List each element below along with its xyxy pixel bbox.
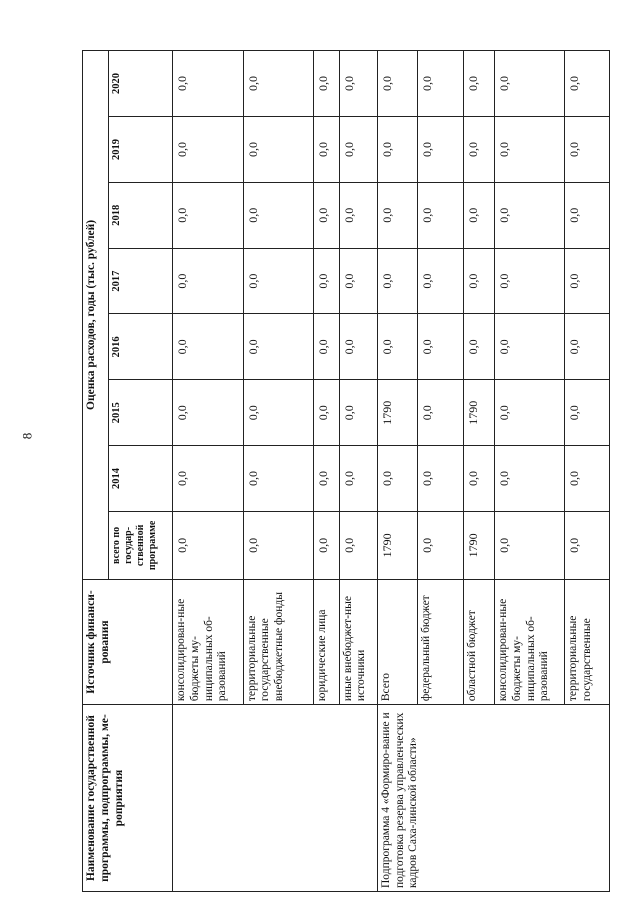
value-cell: 0,0 (565, 511, 610, 579)
header-year: 2018 (109, 182, 173, 248)
value-cell: 0,0 (173, 117, 244, 183)
value-cell: 0,0 (377, 314, 417, 380)
value-cell: 0,0 (494, 446, 565, 512)
value-cell: 0,0 (243, 182, 313, 248)
value-cell: 0,0 (417, 182, 464, 248)
value-cell: 0,0 (417, 446, 464, 512)
row-name-cell: Подпрограмма 4 «Формиро-вание и подготовка резерва управленческих кадров Саха-линской области» (377, 705, 609, 892)
row-source-cell: иные внебюджет-ные источники (339, 579, 377, 704)
value-cell: 0,0 (173, 380, 244, 446)
row-source-cell: юридические лица (313, 579, 339, 704)
value-cell: 0,0 (173, 51, 244, 117)
value-cell: 0,0 (464, 182, 494, 248)
value-cell: 0,0 (313, 446, 339, 512)
value-cell: 0,0 (417, 511, 464, 579)
value-cell: 0,0 (464, 117, 494, 183)
value-cell: 0,0 (565, 314, 610, 380)
row-source-cell: Всего (377, 579, 417, 704)
value-cell: 0,0 (173, 182, 244, 248)
value-cell: 1790 (464, 380, 494, 446)
value-cell: 0,0 (339, 117, 377, 183)
header-year: 2016 (109, 314, 173, 380)
value-cell: 0,0 (377, 248, 417, 314)
value-cell: 0,0 (417, 380, 464, 446)
value-cell: 0,0 (494, 248, 565, 314)
value-cell: 0,0 (173, 248, 244, 314)
value-cell: 0,0 (243, 511, 313, 579)
row-source-cell: территориальные государственные (565, 579, 610, 704)
value-cell: 0,0 (339, 314, 377, 380)
header-total: всего по государ-ственной программе (109, 511, 173, 579)
value-cell: 0,0 (494, 380, 565, 446)
value-cell: 0,0 (243, 51, 313, 117)
value-cell: 0,0 (565, 51, 610, 117)
row-source-cell: консолидирован-ные бюджеты му-ниципальных об-разований (494, 579, 565, 704)
value-cell: 0,0 (339, 380, 377, 446)
value-cell: 0,0 (464, 446, 494, 512)
table-row (173, 51, 244, 892)
value-cell: 0,0 (565, 446, 610, 512)
value-cell: 0,0 (339, 182, 377, 248)
value-cell: 0,0 (313, 182, 339, 248)
value-cell: 0,0 (565, 248, 610, 314)
value-cell: 0,0 (565, 380, 610, 446)
value-cell: 0,0 (243, 117, 313, 183)
value-cell: 0,0 (313, 511, 339, 579)
value-cell: 0,0 (313, 314, 339, 380)
page-number: 8 (19, 432, 35, 440)
value-cell: 0,0 (565, 117, 610, 183)
value-cell: 0,0 (243, 446, 313, 512)
value-cell: 0,0 (243, 248, 313, 314)
value-cell: 0,0 (313, 380, 339, 446)
header-year: 2019 (109, 117, 173, 183)
value-cell: 0,0 (494, 51, 565, 117)
header-year: 2015 (109, 380, 173, 446)
value-cell: 0,0 (339, 248, 377, 314)
header-name: Наименование государственной программы, подпрограммы, ме-роприятия (83, 705, 173, 892)
value-cell: 1790 (377, 511, 417, 579)
table-row (377, 51, 417, 892)
value-cell: 0,0 (243, 380, 313, 446)
value-cell: 0,0 (494, 511, 565, 579)
value-cell: 0,0 (417, 51, 464, 117)
row-source-cell: областной бюджет (464, 579, 494, 704)
value-cell: 0,0 (464, 248, 494, 314)
value-cell: 0,0 (173, 446, 244, 512)
value-cell: 0,0 (494, 314, 565, 380)
value-cell: 0,0 (565, 182, 610, 248)
header-year: 2020 (109, 51, 173, 117)
value-cell: 0,0 (339, 511, 377, 579)
value-cell: 0,0 (313, 248, 339, 314)
header-estimate: Оценка расходов, годы (тыс. рублей) (83, 51, 109, 580)
value-cell: 0,0 (377, 117, 417, 183)
value-cell: 0,0 (313, 51, 339, 117)
value-cell: 0,0 (377, 446, 417, 512)
budget-table (82, 50, 610, 892)
value-cell: 1790 (464, 511, 494, 579)
row-source-cell: федеральный бюджет (417, 579, 464, 704)
value-cell: 0,0 (464, 51, 494, 117)
row-name-cell (173, 705, 378, 892)
value-cell: 0,0 (173, 314, 244, 380)
value-cell: 0,0 (494, 182, 565, 248)
value-cell: 0,0 (339, 446, 377, 512)
value-cell: 0,0 (243, 314, 313, 380)
value-cell: 0,0 (377, 182, 417, 248)
rotated-table-container (82, 50, 610, 892)
value-cell: 0,0 (494, 117, 565, 183)
value-cell: 0,0 (173, 511, 244, 579)
header-year: 2017 (109, 248, 173, 314)
header-source: Источник финанси-рования (83, 579, 173, 704)
value-cell: 0,0 (417, 248, 464, 314)
value-cell: 0,0 (339, 51, 377, 117)
value-cell: 0,0 (377, 51, 417, 117)
value-cell: 0,0 (417, 117, 464, 183)
value-cell: 0,0 (464, 314, 494, 380)
value-cell: 1790 (377, 380, 417, 446)
value-cell: 0,0 (313, 117, 339, 183)
row-source-cell: территориальные государственные внебюджетные фонды (243, 579, 313, 704)
value-cell: 0,0 (417, 314, 464, 380)
row-source-cell: консолидирован-ные бюджеты му-ниципальных об-разований (173, 579, 244, 704)
header-year: 2014 (109, 446, 173, 512)
